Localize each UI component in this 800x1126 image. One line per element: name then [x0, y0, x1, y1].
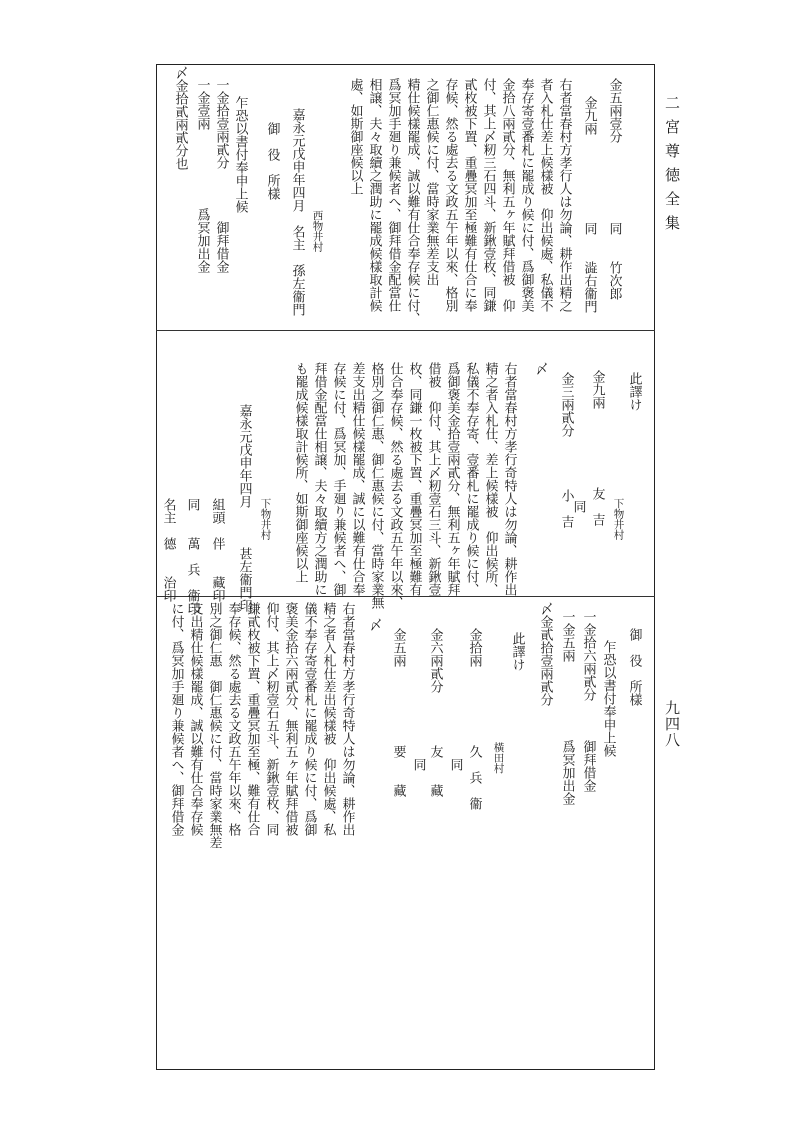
text-column-middle-14: 差支出精仕候樣罷成、誠に以難有仕合奉 — [349, 362, 365, 596]
text-column-middle-4: 金三兩貳分 小 吉 — [558, 372, 574, 528]
text-column-bottom-20: 別之御仁惠 御仁惠候に付、當時家業無差 — [206, 602, 222, 849]
text-column-bottom-19: 奉存候、然る處去る文政五午年以來、格 — [225, 602, 241, 836]
text-column-top-15: 處、如斯御座候以上 — [347, 78, 363, 195]
text-column-bottom-10: 同 — [410, 758, 426, 771]
text-column-middle-10: 借被 仰付、其上〆籾壹石三斗、新鍬壹 — [425, 362, 441, 596]
text-column-middle-16: 拜借金配當仕相譲、夫々取續方之潤助に — [311, 362, 327, 596]
text-column-bottom-3: 一金五兩 爲冥加出金 — [559, 610, 575, 805]
text-column-bottom-2: 一金拾六兩貳分 御拜借金 — [580, 610, 596, 792]
text-column-top-22: 〆金拾貳兩貳分也 — [172, 66, 188, 170]
text-column-top-20: 一金拾壹兩貳分 御拜借金 — [213, 78, 229, 273]
text-column-middle-15: 存候に付、爲冥加、手廻り兼候者へ、御 — [330, 362, 346, 596]
text-column-middle-6: 右者當春村方孝行奇特人は勿論、耕作出 — [501, 362, 517, 596]
text-column-top-12: 精仕候樣罷成、誠以難有仕合奉存候に付、 — [404, 78, 420, 325]
text-column-bottom-12: 〆 — [366, 618, 382, 631]
text-column-middle-3: 同 — [570, 500, 586, 513]
text-column-middle-0: 此譯け — [626, 372, 642, 411]
text-column-middle-2: 金九兩 友 吉 — [589, 370, 605, 526]
text-column-top-14: 相譲、夫々取續之潤助に罷成候樣取計候 — [366, 78, 382, 312]
text-column-middle-22: 名主 德 治印 — [160, 498, 176, 602]
text-column-top-21: 一金壹兩 爲冥加出金 — [194, 78, 210, 273]
text-column-top-2: 金九兩 — [581, 96, 597, 135]
text-column-top-9: 貳枚被下置、重疊冥加至極難有仕合に奉 — [461, 78, 477, 312]
text-column-top-5: 者入札仕差上候樣被 仰出候處、私儀不 — [537, 78, 553, 312]
text-column-bottom-13: 右者當春村方孝行奇特人は勿論、耕作出 — [339, 602, 355, 836]
text-column-top-16: 西物井村 — [311, 210, 324, 252]
text-column-top-1: 同 竹次郎 — [606, 222, 622, 300]
text-column-bottom-0: 御 役 所樣 — [626, 628, 642, 706]
section-divider-2 — [156, 596, 655, 597]
text-column-top-7: 金拾八兩貳分、無利五ヶ年賦拜借被 仰 — [499, 78, 515, 312]
text-column-middle-8: 私儀不奉存寄、壹番札に罷成り候に付、 — [463, 362, 479, 596]
text-column-bottom-11: 金五兩 要 藏 — [390, 628, 406, 797]
text-column-bottom-17: 仰付、其上〆籾壹石五斗、新鍬壹枚、同 — [263, 602, 279, 836]
text-column-top-18: 御 役 所樣 — [264, 122, 280, 200]
text-column-middle-21: 同 萬 兵 衞印 — [184, 498, 200, 615]
text-column-middle-13: 格別之御仁惠、御仁惠候に付、當時家業無 — [368, 362, 384, 609]
text-column-middle-20: 組頭 伴 藏印 — [209, 498, 225, 602]
text-column-middle-5: 〆 — [532, 362, 548, 375]
text-column-middle-12: 仕合奉存候、然る處去る文政五午年以來、 — [387, 362, 403, 609]
text-column-top-3: 同 澁右衞門 — [581, 222, 597, 313]
text-column-top-8: 付、其上〆籾三石四斗、新鍬壹枚、同鎌 — [480, 78, 496, 312]
text-column-bottom-7: 金拾兩 久 兵 衞 — [466, 628, 482, 810]
text-column-bottom-14: 精之者入札仕差出候樣被 仰出候處、私 — [320, 602, 336, 836]
text-column-bottom-5: 此譯け — [509, 632, 525, 671]
text-column-bottom-15: 儀不奉存寄壹番札に罷成り候に付、爲御 — [301, 602, 317, 836]
text-column-top-0: 金五兩壹分 — [606, 78, 622, 143]
text-column-top-19: 乍恐以書付奉申上候 — [232, 96, 248, 213]
text-column-top-11: 之御仁惠候に付、當時家業無差支出 — [423, 78, 439, 286]
text-column-top-17: 嘉永元戊申年四月 名主 孫左衞門 — [289, 108, 305, 316]
text-column-bottom-6: 橫田村 — [492, 742, 505, 774]
book-title: 二宮尊徳全集 — [663, 95, 681, 239]
text-column-bottom-1: 乍恐以書付奉申上候 — [600, 640, 616, 757]
text-column-middle-19: 嘉永元戊申年四月 甚左衞門印 — [236, 404, 252, 612]
text-column-middle-7: 精之者入札仕、差上候樣被 仰出候所、 — [482, 362, 498, 596]
text-column-middle-11: 枚、同鎌一枚被下置、重疊冥加至極難有 — [406, 362, 422, 596]
text-column-top-4: 右者當春村方孝行人は勿論、耕作出精之 — [556, 78, 572, 312]
text-column-middle-18: 下物井村 — [259, 498, 272, 540]
text-column-bottom-18: 鎌貳枚被下置、重疊冥加至極、難有仕合 — [244, 602, 260, 836]
text-column-middle-9: 爲御褒美金拾壹兩貳分、無利五ヶ年賦拜 — [444, 362, 460, 596]
text-column-middle-1: 下物井村 — [612, 498, 625, 540]
text-column-top-13: 爲冥加手廻り兼候者へ、御拜借金配當仕 — [385, 78, 401, 312]
text-column-bottom-8: 同 — [447, 758, 463, 771]
section-divider-1 — [156, 330, 655, 331]
text-column-bottom-4: 〆金貳拾壹兩貳分 — [537, 602, 553, 706]
page-number: 九四八 — [663, 700, 681, 748]
text-column-top-10: 存候、然る處去る文政五午年以來、格別 — [442, 78, 458, 312]
text-column-top-6: 奉存寄壹番札に罷成り候に付、爲御褒美 — [518, 78, 534, 312]
text-column-bottom-16: 褒美金拾六兩貳分、無利五ヶ年賦拜借被 — [282, 602, 298, 836]
text-column-bottom-9: 金六兩貳分 友 藏 — [427, 628, 443, 797]
text-column-bottom-22: に付、爲冥加手廻り兼候者へ、御拜借金 — [168, 602, 184, 836]
text-column-bottom-21: 支出精仕候樣罷成、誠以難有仕合奉存候 — [187, 602, 203, 836]
text-column-middle-17: も罷成候樣取計候所、如斯御座候以上 — [292, 362, 308, 583]
